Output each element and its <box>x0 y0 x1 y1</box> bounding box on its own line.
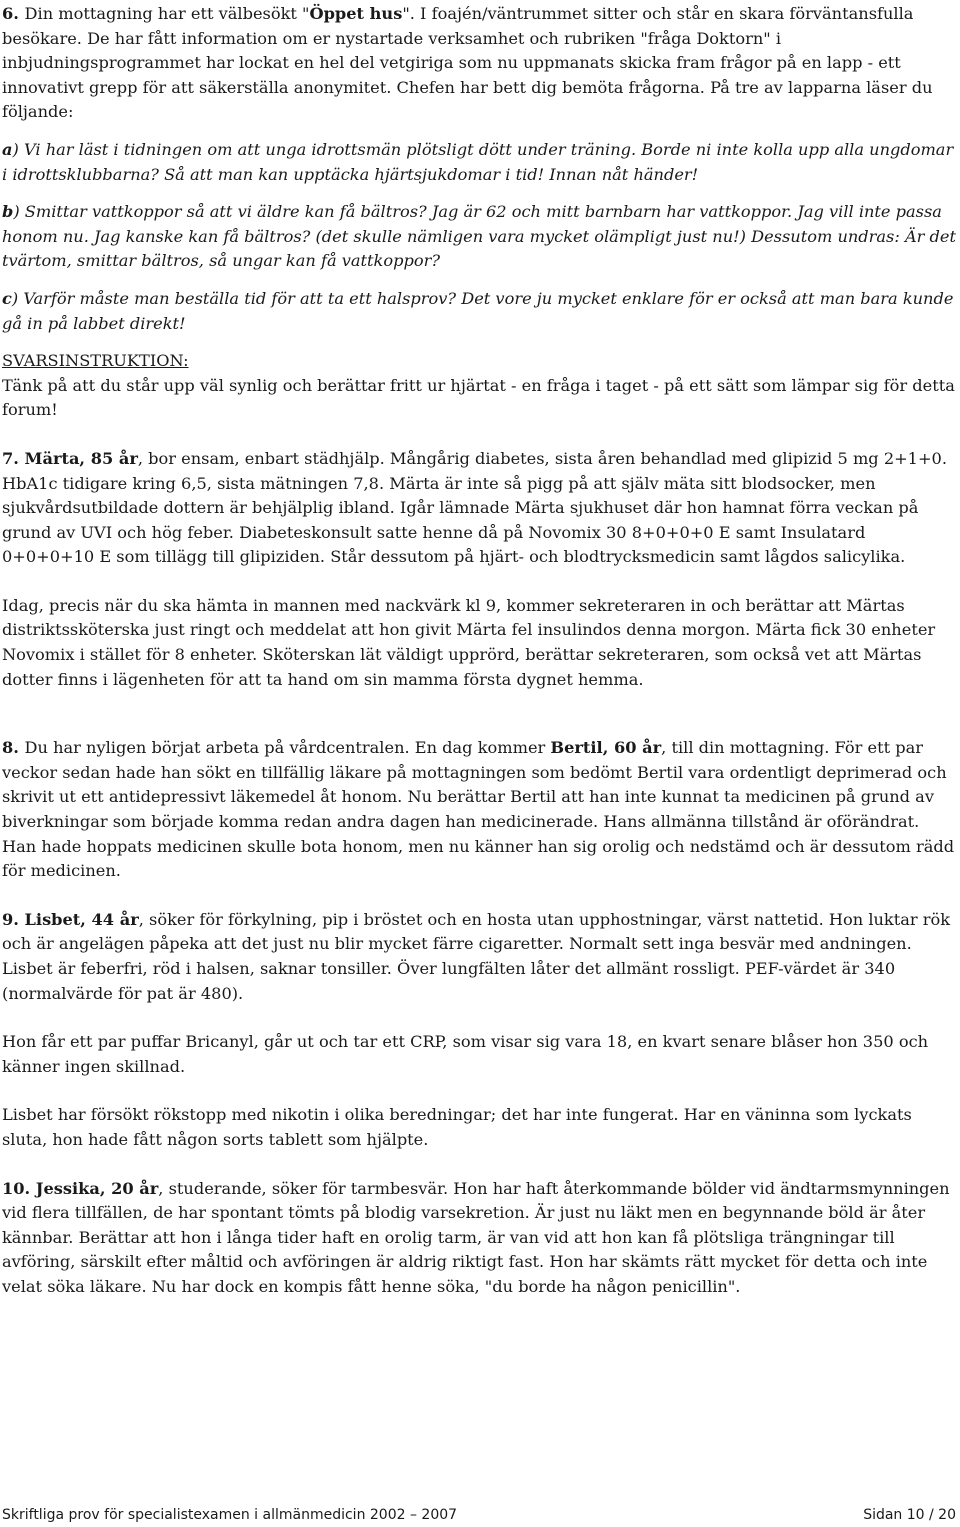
item-text-c: ) Varför måste man beställa tid för att ta ett halsprov? Det vore ju mycket enklare för er också att man bara kunde gå in på labbet direkt! <box>2 288 954 333</box>
item-letter-c: c <box>2 288 12 308</box>
question-8-text-b: , till din mottagning. För ett par veckor sedan hade han sökt en tillfällig läkare på mottagningen som bedömt Bertil vara ordentligt deprimerad och skrivit ut ett antidepressivt läkemedel åt honom. Nu berättar Bertil att han inte kunnat ta medicinen på grund av biverkningar som började komma redan andra dagen han medicinerade. Hans allmänna tillstånd är oförändrat. Han hade hoppats medicinen skulle bota honom, men nu känner han sig orolig och nedstämd och är dessutom rädd för medicinen. <box>2 738 955 881</box>
question-6-item-c <box>2 287 956 336</box>
question-9-paragraph-2: Hon får ett par puffar Bricanyl, går ut och tar ett CRP, som visar sig vara 18, en kvart senare blåser hon 350 och känner ingen skillnad. <box>2 1032 929 1076</box>
instruction-heading: SVARSINSTRUKTION: <box>2 351 189 371</box>
question-8-text-a: Du har nyligen börjat arbeta på vårdcentralen. En dag kommer <box>24 738 551 758</box>
question-9-text-1: , söker för förkylning, pip i bröstet och en hosta utan upphostningar, värst nattetid. Hon luktar rök och är angelägen påpeka att det just nu blir mycket färre cigaretter. Normalt sett inga besvär med andningen. Lisbet är feberfri, röd i halsen, saknar tonsiller. Över lungfälten låter det allmänt rossligt. PEF-värdet är 340 (normalvärde för pat är 480). <box>2 909 951 1003</box>
question-7-text-1: , bor ensam, enbart städhjälp. Mångårig diabetes, sista åren behandlad med glipizid 5 mg 2+1+0. HbA1c tidigare kring 6,5, sista mätningen 7,8. Märta är inte så pigg på att själv mäta sitt blodsocker, men sjukvårdsutbildade dottern är behjälplig ibland. Igår lämnade Märta sjukhuset där hon hamnat förra veckan på grund av UVI och hög feber. Diabeteskonsult satte henne då på Novomix 30 8+0+0+0 E samt Insulatard 0+0+0+10 E som tillägg till glipiziden. Står dessutom på hjärt- och blodtrycksmedicin samt lågdos salicylika. <box>2 448 947 567</box>
question-7-paragraph-2: Idag, precis när du ska hämta in mannen med nackvärk kl 9, kommer sekreteraren in och berättar att Märtas distriktssköterska just ringt och meddelat att hon givit Märta fel insulindos denna morgon. Märta fick 30 enheter Novomix i stället för 8 enheter. Sköterskan lät väldigt upprörd, berättar sekreteraren, som också vet att Märtas dotter finns i lägenheten för att ta hand om sin mamma första dygnet hemma. <box>2 595 936 689</box>
question-6-item-a <box>2 138 956 187</box>
question-9-paragraph-1 <box>2 908 956 1006</box>
item-letter-a: a <box>2 139 13 159</box>
instruction-text: Tänk på att du står upp väl synlig och berättar fritt ur hjärtat - en fråga i taget - på ett sätt som lämpar sig för detta forum! <box>2 375 955 420</box>
question-7-patient: 7. Märta, 85 år <box>2 448 138 468</box>
question-6-intro-rest: ". I foajén/väntrummet sitter och står en skara förväntansfulla besökare. De har fått information om er nystartade verksamhet och rubriken "fråga Doktorn" i inbjudningsprogrammet har lockat en hel del vetgiriga som nu uppmanats skicka fram frågor på en lapp - ett innovativt grepp för att säkerställa anonymitet. Chefen har bett dig bemöta frågorna. På tre av lapparna läser du följande: <box>2 4 933 122</box>
question-10-paragraph <box>2 1177 956 1300</box>
item-letter-b: b <box>2 202 14 222</box>
item-text-a: ) Vi har läst i tidningen om att unga idrottsmän plötsligt dött under träning. Borde ni inte kolla upp alla ungdomar i idrottsklubbarna? Så att man kan upptäcka hjärtsjukdomar i tid! Innan nåt händer! <box>2 139 954 184</box>
item-text-b: ) Smittar vattkoppor så att vi äldre kan få bältros? Jag är 62 och mitt barnbarn har vattkoppor. Jag vill inte passa honom nu. Jag kanske kan få bältros? (det skulle nämligen vara mycket olämpligt just nu!) Dessutom undras: Är det tvärtom, smittar bältros, så ungar kan få vattkoppor? <box>2 202 956 271</box>
question-9-paragraph-3: Lisbet har försökt rökstopp med nikotin i olika beredningar; det har inte fungerat. Har en väninna som lyckats sluta, hon hade fått någon sorts tablett som hjälpte. <box>2 1105 912 1149</box>
question-6-item-b <box>2 200 956 274</box>
page-footer <box>2 1504 956 1526</box>
question-10-text: , studerande, söker för tarmbesvär. Hon har haft återkommande bölder vid ändtarmsmynningen vid flera tillfällen, de har spontant tömts på blodig varsekretion. Är just nu läkt men en begynnande böld är åter kännbar. Berättar att hon i långa tider haft en orolig tarm, är van vid att hon kan få plötsliga trängningar till avföring, särskilt efter måltid och avföringen är aldrig riktigt fast. Hon har skämts rätt mycket för detta och inte velat söka läkare. Nu har dock en kompis fått henne söka, "du borde ha någon penicillin". <box>2 1178 950 1296</box>
question-6-intro <box>2 2 956 125</box>
question-9-patient: 9. Lisbet, 44 år <box>2 909 139 929</box>
question-8-patient: Bertil, 60 år <box>550 738 662 758</box>
question-8-paragraph <box>2 736 956 884</box>
question-8-number: 8. <box>2 738 25 758</box>
question-6-bold-term: Öppet hus <box>309 4 403 23</box>
page-content <box>2 2 956 1300</box>
question-7-paragraph-1 <box>2 447 956 570</box>
question-6-number: 6. <box>2 4 25 23</box>
question-6-intro-start: Din mottagning har ett välbesökt " <box>24 4 310 23</box>
question-10-patient: 10. Jessika, 20 år <box>2 1178 159 1198</box>
page-number: Sidan 10 / 20 <box>863 1507 956 1523</box>
footer-title: Skriftliga prov för specialistexamen i allmänmedicin 2002 – 2007 <box>2 1507 458 1523</box>
